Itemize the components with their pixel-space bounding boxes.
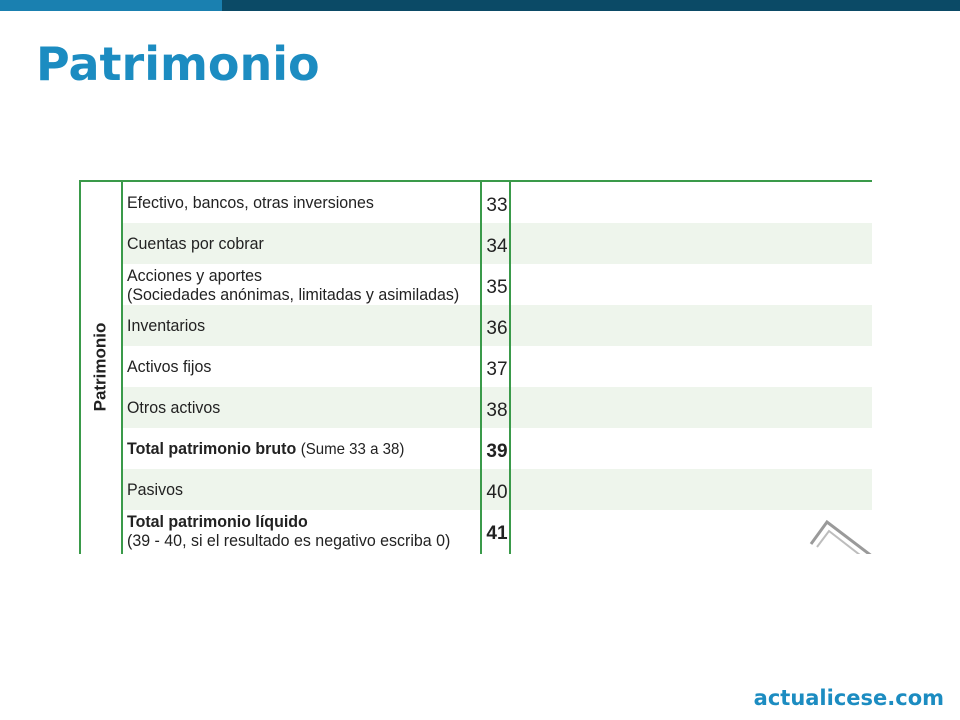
row-label [127, 428, 458, 469]
top-accent-bar-light [0, 0, 222, 11]
row-label-line: Activos fijos [127, 357, 212, 376]
row-label [127, 387, 458, 428]
row-number: 37 [486, 358, 508, 380]
value-cell [512, 346, 872, 387]
row-number: 40 [486, 481, 508, 503]
patrimonio-form-image [79, 180, 872, 554]
value-cell [512, 387, 872, 428]
row-label-line: Inventarios [127, 316, 206, 335]
form-row-33 [123, 182, 872, 223]
row-label [127, 264, 458, 305]
row-number: 39 [486, 440, 508, 462]
brand-watermark: actualicese.com [753, 686, 944, 710]
form-row-38 [123, 387, 872, 428]
number-column-right-line [509, 180, 511, 554]
row-number: 34 [486, 235, 508, 257]
form-row-39 [123, 428, 872, 469]
row-label [127, 223, 458, 264]
form-row-36 [123, 305, 872, 346]
form-row-37 [123, 346, 872, 387]
row-number: 35 [486, 276, 508, 298]
row-label-line: Cuentas por cobrar [127, 234, 264, 253]
slide-title: Patrimonio [36, 37, 320, 91]
form-row-35 [123, 264, 872, 305]
value-cell [512, 264, 872, 305]
value-cell [512, 182, 872, 223]
row-number: 41 [486, 522, 508, 544]
row-label-line: Pasivos [127, 480, 183, 499]
row-number: 36 [486, 317, 508, 339]
form-left-border [79, 180, 81, 554]
row-label-note: (Sume 33 a 38) [300, 441, 405, 458]
row-label-line: (Sociedades anónimas, limitadas y asimiladas) [127, 284, 460, 304]
row-label-bold: Total patrimonio líquido [127, 511, 308, 531]
row-label [127, 305, 458, 346]
row-label [127, 469, 458, 510]
form-row-41 [123, 510, 872, 551]
top-accent-bar [0, 0, 960, 11]
section-label [79, 180, 121, 554]
row-label [127, 346, 458, 387]
row-label-line: Efectivo, bancos, otras inversiones [127, 193, 374, 212]
row-label-line: Otros activos [127, 398, 221, 417]
row-number: 33 [486, 194, 508, 216]
row-number: 38 [486, 399, 508, 421]
value-cell [512, 223, 872, 264]
form-row-40 [123, 469, 872, 510]
corner-shape-decoration [807, 514, 872, 554]
form-row-34 [123, 223, 872, 264]
top-accent-bar-dark [222, 0, 960, 11]
form-top-border [79, 180, 872, 182]
section-divider-line [121, 180, 123, 554]
row-label-line: (39 - 40, si el resultado es negativo escriba 0) [127, 530, 451, 550]
value-cell [512, 305, 872, 346]
value-cell [512, 469, 872, 510]
row-label-line: Acciones y aportes [127, 265, 263, 285]
row-label-bold: Total patrimonio bruto [127, 439, 297, 458]
value-cell [512, 428, 872, 469]
row-label [127, 182, 458, 223]
row-label [127, 510, 458, 551]
section-label-text: Patrimonio [90, 322, 110, 412]
number-column-left-line [480, 180, 482, 554]
